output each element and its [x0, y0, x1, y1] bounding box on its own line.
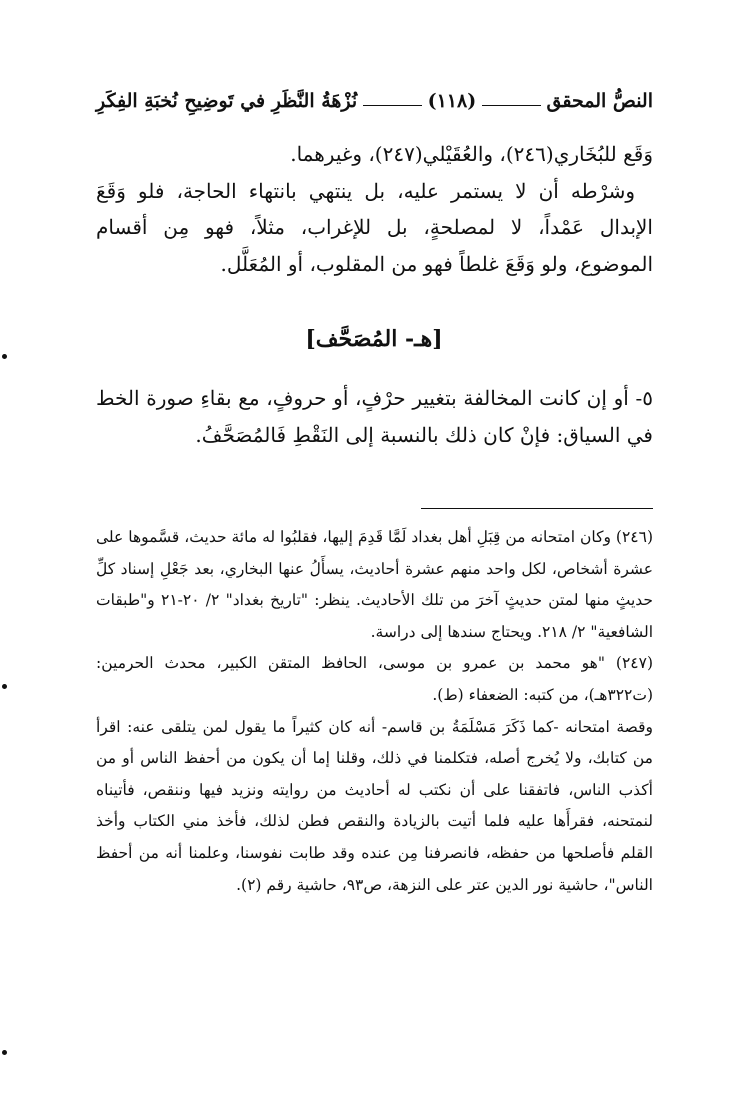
- main-text: [96, 136, 653, 282]
- margin-dot: [2, 354, 7, 359]
- footnote-247-continuation: وقصة امتحانه -كما ذَكَرَ مَسْلَمَةُ بن قاسم- أنه كان كثيراً ما يقول لمن يتلقى عنه: اقرأ من كتابك، ولا يُخرج أصله، فتكلمنا في ذلك، وقلنا إما أن يكون من أحفظ الناس أو من أكذب الناس، فاتفقنا على أن نكتب له أحاديث من روايته ونزيد فيها وننقص، فأتيناه لنمتحنه، فقرأَها عليه فلما أتيت بالزيادة والنقص فطن لذلك، فأخذ مني الكتاب وأخذ القلم فأصلحها من حفظه، فانصرفنا مِن عنده وقد طابت نفوسنا، وعلمنا أنه من أحفظ الناس"، حاشية نور الدين عتر على النزهة، ص٩٣، حاشية رقم (٢).: [96, 717, 653, 894]
- footnote-247: (٢٤٧) "هو محمد بن عمرو بن موسى، الحافظ المتقن الكبير، محدث الحرمين: (ت٣٢٢هـ)، من كتبه: الضعفاء (ط).: [96, 654, 653, 704]
- section-label: النصُّ المحقق: [546, 90, 653, 112]
- header-rule-left: [363, 105, 421, 106]
- header-rule-right: [482, 105, 540, 106]
- running-header: [96, 86, 653, 116]
- margin-dot: [2, 684, 7, 689]
- page-number: (١١٨): [427, 90, 477, 112]
- body-paragraph-3: ٥- أو إن كانت المخالفة بتغيير حرْفٍ، أو حروفٍ، مع بقاءِ صورة الخط في السياق: فإنْ كان ذلك بالنسبة إلى النَقْطِ فَالمُصَحَّفُ.: [96, 386, 653, 447]
- body-line-1: وَقَع للبُخَاري(٢٤٦)، والعُقَيْلي(٢٤٧)، وغيرهما.: [290, 142, 653, 166]
- footnote-246: (٢٤٦) وكان امتحانه من قِبَلِ أهل بغداد لَمَّا قَدِمَ إليها، فقلبُوا له مائة حديث، قسَّموها على عشرة أشخاص، لكل واحد منهم عشرة أحاديث، يسأَلُ عنها البخاري، بعد جَعْلِ إسناد كلِّ حديثٍ منها لمتن حديثٍ آخرَ من تلك الأحاديث. ينظر: "تاريخ بغداد" ٢/ ٢٠-٢١ و"طبقات الشافعية" ٢/ ٢١٨. ويحتاج سندها إلى دراسة.: [96, 528, 653, 641]
- margin-dot: [2, 1050, 7, 1055]
- book-title: نُزْهَةُ النَّظَرِ في تَوضِيحِ نُخبَةِ الفِكَرِ: [96, 90, 358, 112]
- section-heading: [هـ- المُصَحَّف]: [305, 326, 443, 352]
- main-text-2: [96, 380, 653, 454]
- body-paragraph-2: وشرْطه أن لا يستمر عليه، بل ينتهي بانتهاء الحاجة، فلو وَقَعَ الإبدال عَمْداً، لا لمصلحةٍ، بل للإغراب، مثلاً، فهو مِن أقسام الموضوع، ولو وَقَعَ غلطاً فهو من المقلوب، أو المُعَلَّل.: [96, 178, 653, 276]
- footnote-separator: [421, 508, 653, 509]
- footnotes: [96, 522, 653, 901]
